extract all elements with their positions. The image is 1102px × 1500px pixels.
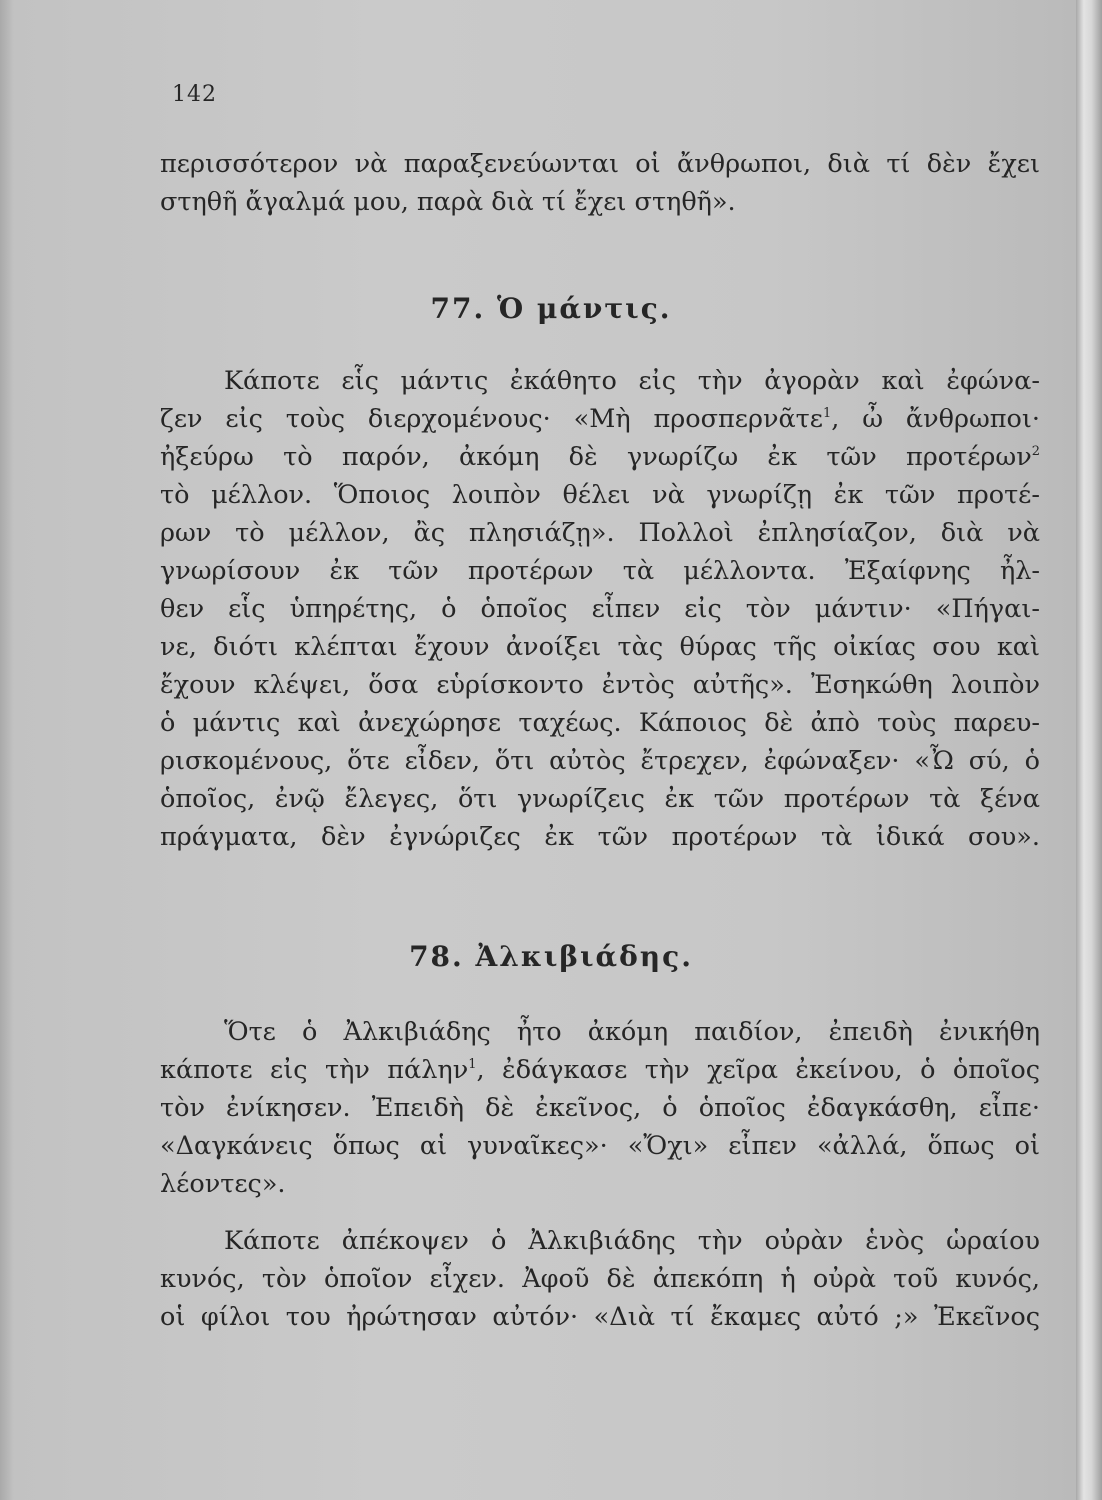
text-line [160, 438, 1040, 476]
text-line: περισσότερον νὰ παραξενεύωνται οἱ ἄνθρωποι, διὰ τί δὲν ἔχει [160, 149, 1040, 179]
text-line: Κάποτε εἷς μάντις ἐκάθητο εἰς τὴν ἀγορὰν καὶ ἐφώνα- [224, 366, 1040, 396]
text-line: νε, διότι κλέπται ἔχουν ἀνοίξει τὰς θύρας τῆς οἰκίας σου καὶ [160, 632, 1040, 662]
text-line [160, 1051, 1040, 1089]
text-line: τὸν ἐνίκησεν. Ἐπειδὴ δὲ ἐκεῖνος, ὁ ὁποῖος ἐδαγκάσθη, εἶπε· [160, 1093, 1040, 1123]
intro-paragraph [160, 145, 1040, 221]
text-line-part: ἠξεύρω τὸ παρόν, ἀκόμη δὲ γνωρίζω ἐκ τῶν προτέρων [160, 442, 1032, 472]
footnote-marker: 1 [823, 406, 832, 421]
text-line: γνωρίσουν ἐκ τῶν προτέρων τὰ μέλλοντα. Ἐξαίφνης ἦλ- [160, 556, 1040, 586]
page-number: 142 [172, 82, 217, 107]
text-line-part: , ὦ ἄνθρωποι· [831, 404, 1040, 434]
text-line: κυνός, τὸν ὁποῖον εἶχεν. Ἀφοῦ δὲ ἀπεκόπη ἡ οὐρὰ τοῦ κυνός, [160, 1264, 1040, 1294]
text-line: ἔχουν κλέψει, ὅσα εὑρίσκοντο ἐντὸς αὐτῆς». Ἐσηκώθη λοιπὸν [160, 670, 1040, 700]
page-edge [1076, 0, 1102, 1500]
section-heading-78: 78. Ἀλκιβιάδης. [409, 940, 693, 973]
text-line: ὁποῖος, ἐνῷ ἔλεγες, ὅτι γνωρίζεις ἐκ τῶν προτέρων τὰ ξένα [160, 784, 1040, 814]
text-line-part: ζεν εἰς τοὺς διερχομένους· «Μὴ προσπερνᾶτε [160, 404, 823, 434]
section-77-body [160, 362, 1040, 856]
section-heading-77: 77. Ὁ μάντις. [430, 292, 672, 325]
text-line: οἱ φίλοι του ἠρώτησαν αὐτόν· «Διὰ τί ἔκαμες αὐτό ;» Ἐκεῖνος [160, 1302, 1040, 1332]
footnote-marker: 2 [1031, 444, 1040, 459]
text-line: πράγματα, δὲν ἐγνώριζες ἐκ τῶν προτέρων τὰ ἰδικά σου». [160, 822, 1040, 852]
text-line: ρων τὸ μέλλον, ἂς πλησιάζῃ». Πολλοὶ ἐπλησίαζον, διὰ νὰ [160, 518, 1040, 548]
text-line [160, 400, 1040, 438]
text-line-part: κάποτε εἰς τὴν πάλην [160, 1055, 469, 1085]
text-line: ρισκομένους, ὅτε εἶδεν, ὅτι αὐτὸς ἔτρεχεν, ἐφώναξεν· «Ὦ σύ, ὁ [160, 746, 1040, 776]
page-gutter-shadow [0, 0, 14, 1500]
text-line: θεν εἷς ὑπηρέτης, ὁ ὁποῖος εἶπεν εἰς τὸν μάντιν· «Πήγαι- [160, 594, 1040, 624]
text-line: Ὅτε ὁ Ἀλκιβιάδης ἦτο ἀκόμη παιδίον, ἐπειδὴ ἐνικήθη [224, 1017, 1040, 1047]
section-78-paragraph-1 [160, 1013, 1040, 1203]
text-line: ὁ μάντις καὶ ἀνεχώρησε ταχέως. Κάποιος δὲ ἀπὸ τοὺς παρευ- [160, 708, 1040, 738]
text-line-part: , ἐδάγκασε τὴν χεῖρα ἐκείνου, ὁ ὁποῖος [476, 1055, 1040, 1085]
text-line: λέοντες». [160, 1169, 286, 1199]
footnote-marker: 1 [468, 1057, 477, 1072]
text-line: στηθῆ ἄγαλμά μου, παρὰ διὰ τί ἔχει στηθῆ». [160, 187, 736, 217]
section-78-paragraph-2 [160, 1222, 1040, 1336]
text-line: τὸ μέλλον. Ὅποιος λοιπὸν θέλει νὰ γνωρίζῃ ἐκ τῶν προτέ- [160, 480, 1040, 510]
text-line: Κάποτε ἀπέκοψεν ὁ Ἀλκιβιάδης τὴν οὐρὰν ἑνὸς ὡραίου [224, 1226, 1040, 1256]
text-line: «Δαγκάνεις ὅπως αἱ γυναῖκες»· «Ὄχι» εἶπεν «ἀλλά, ὅπως οἱ [160, 1131, 1040, 1161]
